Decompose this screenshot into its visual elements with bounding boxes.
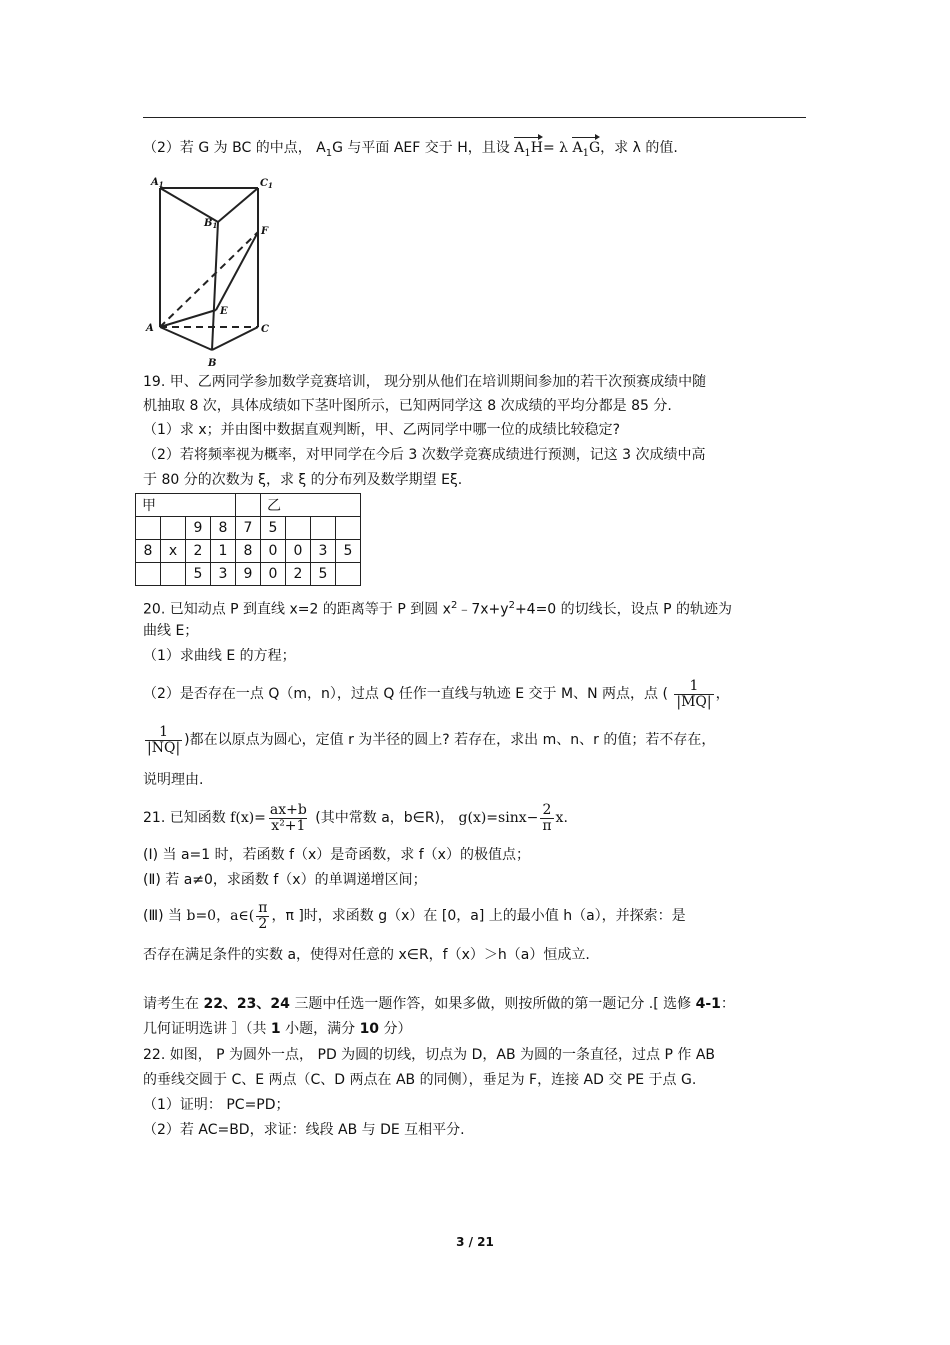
q18-part2-a1-letter: A — [316, 140, 326, 156]
q20-line-4 — [143, 676, 730, 712]
table-cell — [136, 563, 161, 586]
fraction-1-over-nq — [145, 725, 182, 756]
fraction-denominator: 2 — [258, 915, 268, 932]
table-cell — [336, 517, 361, 540]
vector-a1h-sub: 1 — [524, 147, 531, 159]
q20-line-1-c: +4=0 的切线长，设点 P 的轨迹为 — [514, 601, 733, 618]
q22-line-4: （2）若 AC=BD，求证：线段 AB 与 DE 互相平分. — [143, 1122, 465, 1138]
table-cell: 8 — [236, 540, 261, 563]
table-cell: 2 — [186, 540, 211, 563]
q20-line-2: 曲线 E； — [143, 623, 199, 639]
table-cell — [161, 517, 186, 540]
notice-line-2 — [143, 1020, 412, 1038]
vector-a1g — [572, 135, 600, 163]
f-function-lhs: f(x)= — [230, 810, 266, 826]
q18-part2-line — [143, 135, 678, 163]
notice-text-a: 请考生在 — [143, 996, 204, 1012]
table-row — [136, 540, 361, 563]
q20-line-4-text: （2）是否存在一点 Q（m，n），过点 Q 任作一直线与轨迹 E 交于 M、N 两点，点 ( — [143, 686, 668, 702]
q21-part-3-line-2: 否存在满足条件的实数 a，使得对任意的 x∈R，f（x）＞h（a）恒成立. — [143, 947, 590, 963]
table-cell: 9 — [186, 517, 211, 540]
table-cell: 5 — [186, 563, 211, 586]
vector-a1g-sub: 1 — [582, 147, 589, 159]
vector-a1h-letter: A — [514, 140, 525, 156]
fraction-denominator: |MQ| — [676, 693, 712, 710]
table-cell: 5 — [311, 563, 336, 586]
table-row — [136, 517, 361, 540]
table-cell: 0 — [261, 540, 286, 563]
q21-line-1 — [143, 798, 568, 838]
label-e: E — [220, 306, 228, 317]
label-a: A — [146, 323, 154, 334]
table-cell: 7 — [236, 517, 261, 540]
table-cell: 5 — [261, 517, 286, 540]
vector-a1g-letter: A — [572, 140, 583, 156]
q20-line-3: （1）求曲线 E 的方程； — [143, 648, 296, 664]
edge-ab — [160, 327, 212, 350]
table-cell — [236, 494, 261, 517]
table-cell — [161, 563, 186, 586]
edge-ae — [160, 310, 216, 327]
table-row — [136, 563, 361, 586]
header-rule — [143, 117, 806, 118]
notice-text-h: 小题，满分 — [280, 1021, 360, 1037]
q18-part2-text-d: ，求 λ 的值. — [600, 140, 678, 156]
q18-part2-a1-sub: 1 — [325, 147, 333, 159]
notice-text-c: 三题中任选一题作答，如果多做，则按所做的第一题记分 .[ 选修 — [289, 996, 696, 1012]
label-c1: $C_1$ — [260, 178, 273, 190]
q21-part-2: (Ⅱ) 若 a≠0，求函数 f（x）的单调递增区间； — [143, 872, 427, 888]
notice-question-numbers: 22、23、24 — [203, 996, 290, 1012]
fraction-numerator: 1 — [689, 677, 699, 694]
vector-a1g-tail: G — [588, 140, 601, 156]
table-cell: 3 — [311, 540, 336, 563]
q20-sup-2: 2 — [508, 600, 515, 611]
table-cell — [136, 517, 161, 540]
fraction-numerator: ax+b — [269, 801, 307, 818]
header-jia: 甲 — [136, 494, 236, 517]
q20-sup-1: 2 — [450, 600, 458, 611]
label-c: C — [261, 324, 269, 335]
fraction-1-over-mq — [674, 679, 713, 710]
fraction-numerator: 1 — [159, 723, 169, 740]
edge-a1b1 — [160, 188, 218, 222]
fraction-numerator: 2 — [542, 801, 552, 818]
stem-leaf-table — [135, 493, 361, 586]
fraction-numerator: π — [258, 899, 268, 916]
label-b1: $B_1$ — [204, 218, 218, 230]
edge-ef — [216, 232, 258, 310]
q20-comma: ， — [715, 686, 730, 702]
q19-line-1: 19. 甲、乙两同学参加数学竞赛培训， 现分别从他们在培训期间参加的若干次预赛成绩中随 — [143, 374, 707, 390]
notice-score: 10 — [359, 1021, 380, 1037]
f-function-fraction — [268, 803, 309, 834]
q22-line-2: 的垂线交圆于 C、E 两点（C、D 两点在 AB 的同侧），垂足为 F，连接 AD 交 PE 于点 G. — [143, 1072, 697, 1088]
table-cell — [286, 517, 311, 540]
q22-line-1: 22. 如图， P 为圆外一点， PD 为圆的切线，切点为 D，AB 为圆的一条直径，过点 P 作 AB — [143, 1047, 716, 1063]
g-function-lhs: g(x)=sinx− — [458, 810, 539, 826]
q18-part2-text-c: G 与平面 AEF 交于 H，且设 — [332, 140, 510, 156]
fraction-denominator: π — [542, 817, 552, 834]
q20-line-6: 说明理由. — [143, 772, 204, 788]
vector-a1h-tail: H — [530, 140, 543, 156]
q19-line-4: （2）若将频率视为概率，对甲同学在今后 3 次数学竞赛成绩进行预测，记这 3 次成绩中高 — [143, 447, 706, 463]
table-cell: 9 — [236, 563, 261, 586]
edge-b1c1 — [218, 188, 258, 222]
table-cell — [311, 517, 336, 540]
table-cell: 0 — [261, 563, 286, 586]
lambda-symbol: λ — [559, 140, 568, 156]
table-cell: 3 — [211, 563, 236, 586]
q20-line-1-b: ﹣7x+y — [457, 601, 509, 618]
q21-constants-text: (其中常数 a，b∈R)， — [315, 810, 455, 826]
header-yi: 乙 — [261, 494, 361, 517]
prism-figure — [140, 172, 280, 370]
q21-part-3-a: (Ⅲ) 当 — [143, 908, 183, 924]
table-cell: 8 — [136, 540, 161, 563]
edge-b1b — [212, 222, 218, 350]
table-cell: 1 — [211, 540, 236, 563]
q20-line-5 — [143, 722, 715, 758]
q19-line-3: （1）求 x；并由图中数据直观判断，甲、乙两同学中哪一位的成绩比较稳定? — [143, 422, 621, 438]
notice-elective-code: 4-1 — [695, 996, 721, 1012]
q21-part-3-line-1 — [143, 898, 686, 934]
notice-text-f: 几何证明选讲 ］（共 — [143, 1021, 271, 1037]
q18-part2-equals: = — [542, 140, 555, 156]
table-cell: 0 — [286, 540, 311, 563]
notice-count: 1 — [270, 1021, 281, 1037]
label-b: B — [208, 358, 217, 369]
table-cell — [336, 563, 361, 586]
edge-bc — [212, 327, 258, 350]
q22-line-3: （1）证明： PC=PD； — [143, 1097, 290, 1113]
g-function-tail: x. — [555, 810, 568, 826]
q19-line-5: 于 80 分的次数为 ξ，求 ξ 的分布列及数学期望 Eξ. — [143, 472, 463, 488]
q21-part-3-c: ，π ]时，求函数 g（x）在 [0，a] 上的最小值 h（a），并探索：是 — [271, 908, 686, 924]
table-header-row — [136, 494, 361, 517]
table-cell: 5 — [336, 540, 361, 563]
notice-text-e: ： — [720, 996, 735, 1012]
pi-over-2-fraction — [256, 901, 269, 932]
q20-line-1-a: 20. 已知动点 P 到直线 x=2 的距离等于 P 到圆 x — [143, 601, 451, 618]
table-cell: x — [161, 540, 186, 563]
fraction-denominator: |NQ| — [147, 739, 181, 756]
vector-a1h — [514, 135, 543, 163]
q20-line-5-text: )都在以原点为圆心，定值 r 为半径的圆上? 若存在，求出 m、n、r 的值；若不存在， — [184, 732, 716, 748]
q21-intro: 21. 已知函数 — [143, 810, 226, 826]
q20-line-1 — [143, 597, 732, 619]
fraction-denominator: x²+1 — [271, 817, 306, 834]
notice-line-1 — [143, 995, 735, 1013]
q18-part2-text-a: （2）若 G 为 BC 的中点， — [143, 140, 312, 156]
q21-part-3-b: b=0，a∈( — [186, 908, 255, 924]
q21-part-1: (Ⅰ) 当 a=1 时，若函数 f（x）是奇函数，求 f（x）的极值点； — [143, 847, 530, 863]
notice-text-j: 分） — [379, 1021, 412, 1037]
page-number: 3 / 21 — [456, 1235, 494, 1249]
table-cell: 2 — [286, 563, 311, 586]
label-a1: $A_1$ — [151, 177, 164, 189]
label-f: F — [261, 226, 269, 237]
table-cell: 8 — [211, 517, 236, 540]
q19-line-2: 机抽取 8 次，具体成绩如下茎叶图所示，已知两同学这 8 次成绩的平均分都是 85 分. — [143, 398, 672, 414]
g-function-fraction — [540, 803, 553, 834]
